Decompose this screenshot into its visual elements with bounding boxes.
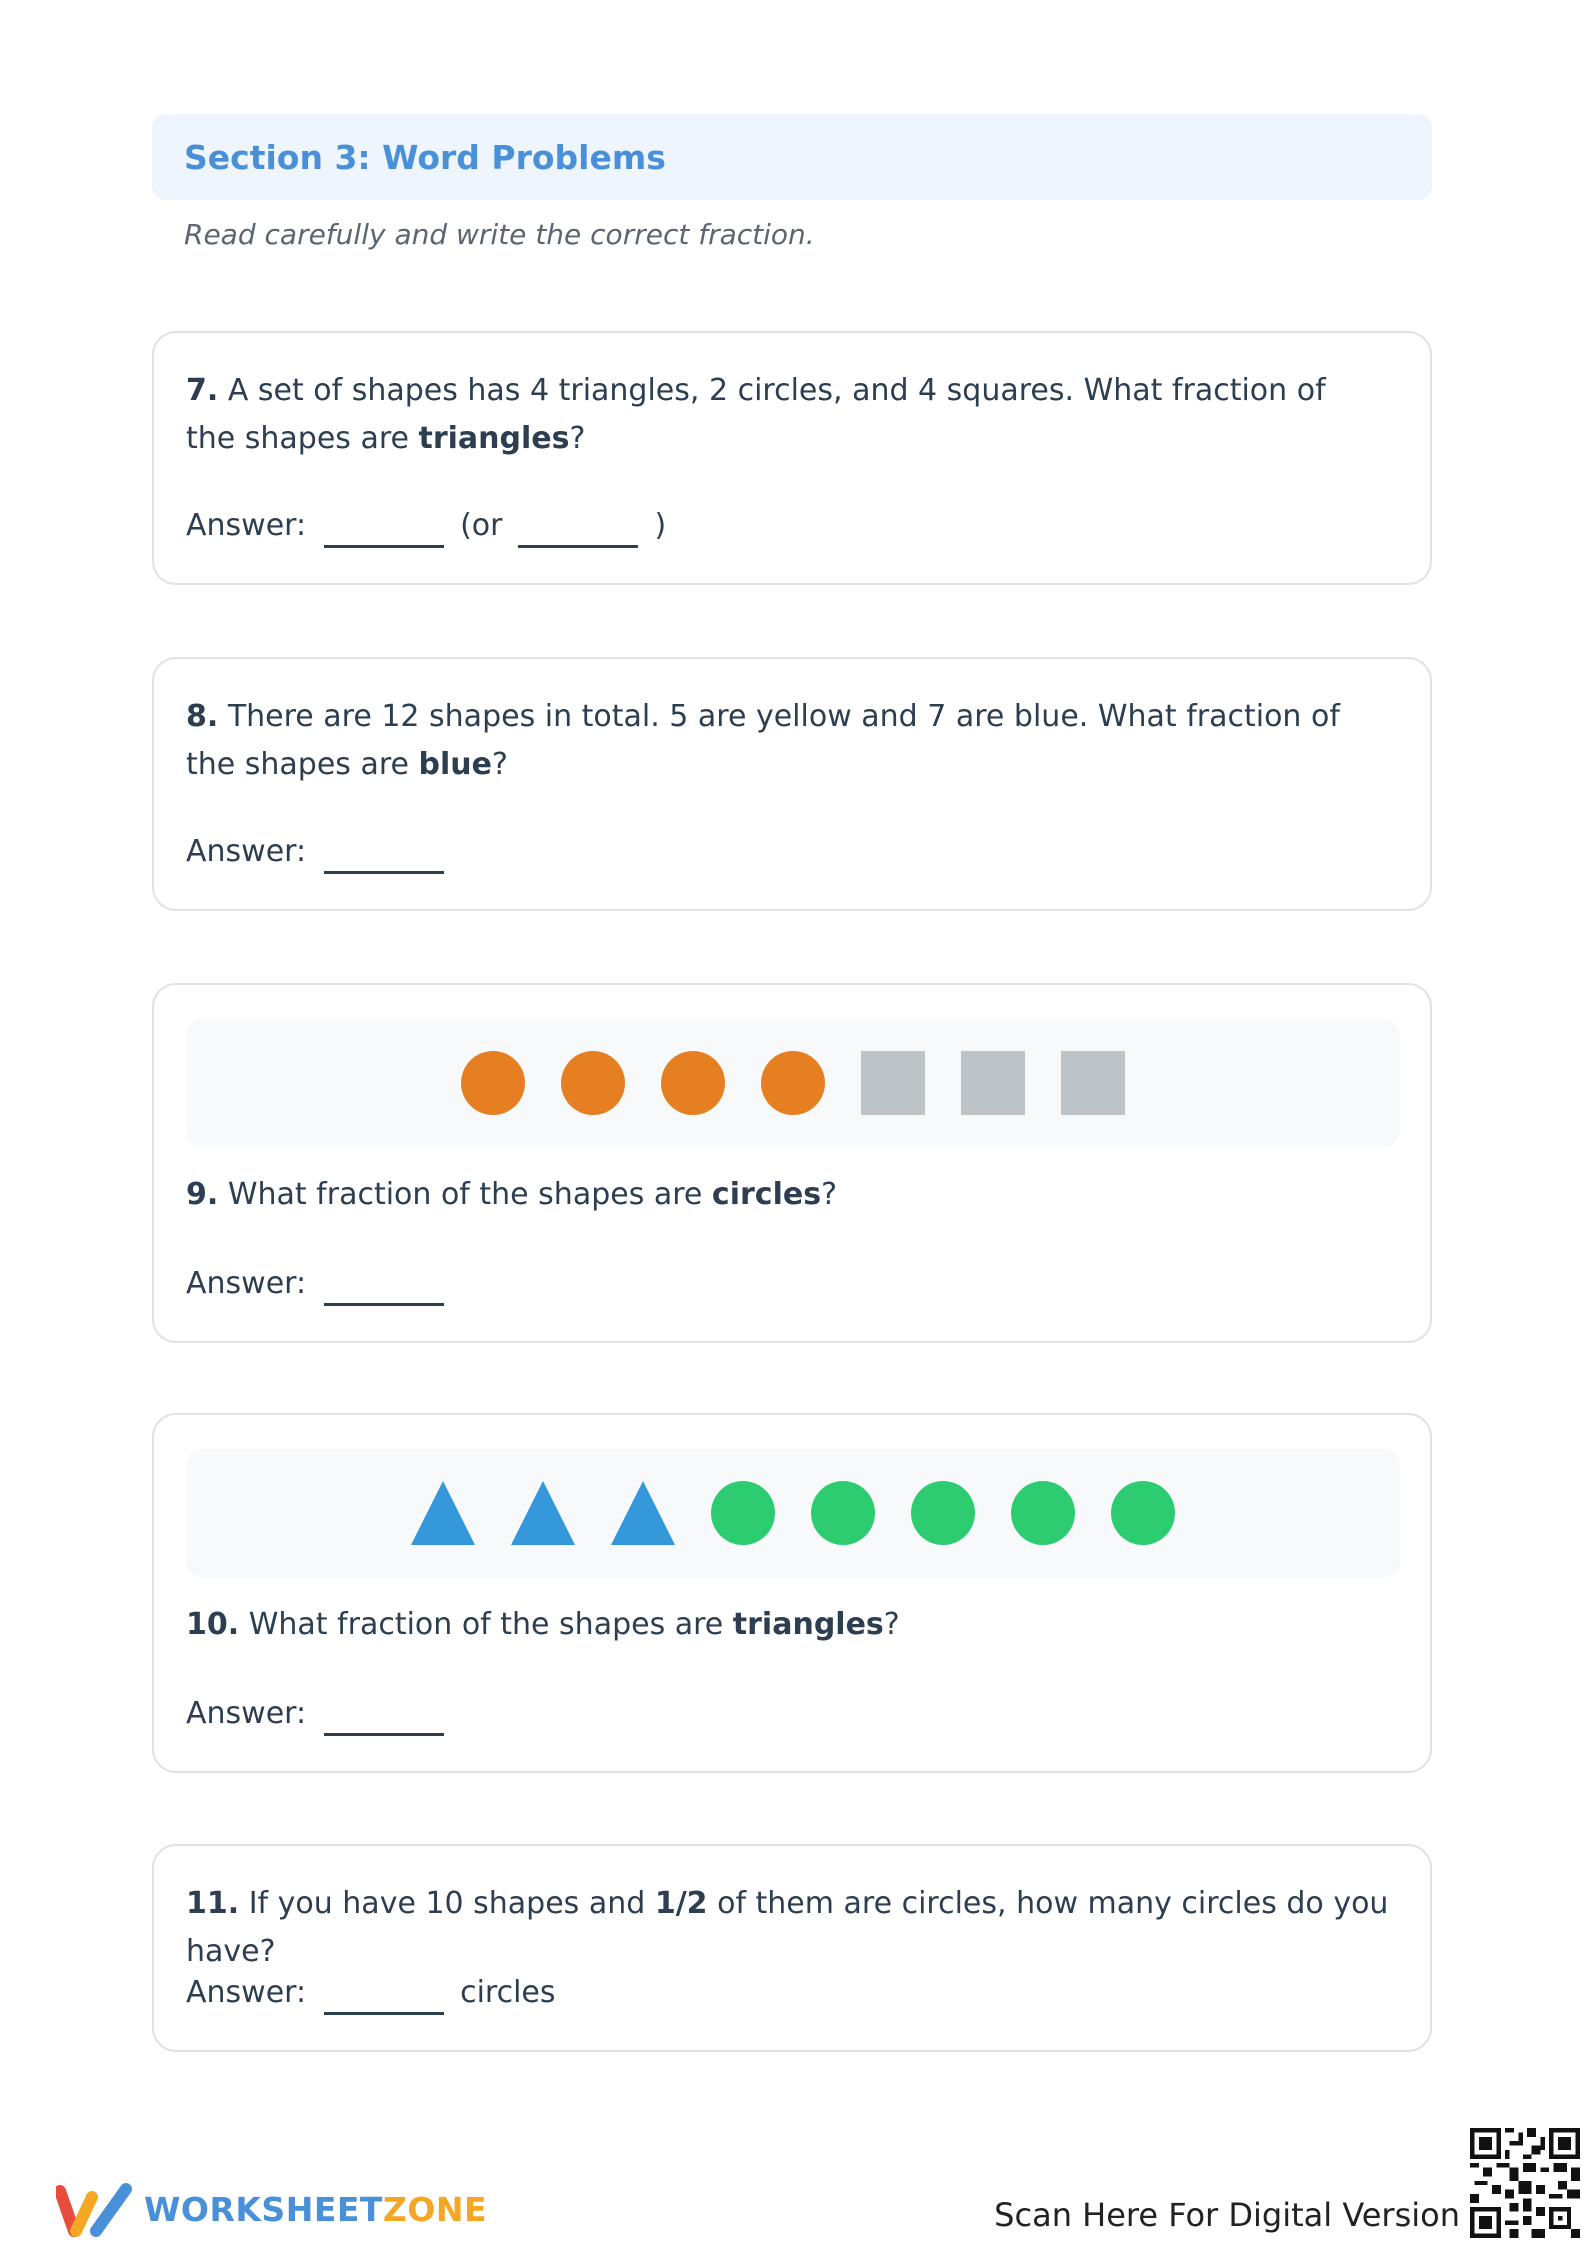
section-instructions: Read carefully and write the correct fraction. [184,218,815,251]
shape-slot [611,1481,675,1545]
logo-text-worksheet: WORKSHEET [144,2189,383,2229]
question-card-11 [152,1844,1432,2052]
question-text [186,1171,1370,1219]
question-number: 9. [186,1177,219,1212]
question-emphasis: triangles [418,421,570,456]
question-body: What fraction of the shapes are [218,1177,712,1212]
shape-slot [561,1051,625,1115]
circle-shape [811,1481,875,1545]
triangle-shape [411,1481,475,1545]
scan-caption: Scan Here For Digital Version [994,2196,1460,2234]
shape-strip [186,1449,1400,1577]
circle-shape [1011,1481,1075,1545]
question-text [186,1880,1410,1976]
shape-slot [461,1051,525,1115]
alternate-close-label: ) [654,507,667,543]
question-text [186,1601,1370,1649]
answer-row [186,1689,444,1737]
answer-blank[interactable] [324,829,444,874]
circle-shape [761,1051,825,1115]
question-card-9 [152,983,1432,1343]
answer-row [186,1259,444,1307]
answer-label: Answer: [186,507,307,543]
answer-blank[interactable] [324,503,444,548]
section-header [152,114,1432,200]
question-number: 8. [186,699,219,734]
answer-blank[interactable] [324,1261,444,1306]
logo-text-zone: ZONE [382,2189,488,2229]
question-end: ? [883,1607,900,1642]
question-emphasis: circles [711,1177,822,1212]
answer-label: Answer: [186,1695,307,1731]
shape-slot [1011,1481,1075,1545]
answer-blank[interactable] [324,1691,444,1736]
answer-label: Answer: [186,1974,307,2010]
question-body: A set of shapes has 4 triangles, 2 circles, and 4 squares. What fraction of the shapes are [186,373,1326,456]
question-card-7 [152,331,1432,585]
answer-row [186,501,666,549]
question-emphasis: triangles [732,1607,884,1642]
triangle-shape [511,1481,575,1545]
question-text [186,693,1370,789]
circle-shape [461,1051,525,1115]
answer-row [186,1968,556,2016]
circle-shape [711,1481,775,1545]
question-end: of them are circles, how many circles do you have? [186,1886,1389,1969]
circle-shape [561,1051,625,1115]
shape-slot [1111,1481,1175,1545]
circle-shape [1111,1481,1175,1545]
logo-text [144,2190,487,2229]
square-shape [861,1051,925,1115]
question-card-8 [152,657,1432,911]
shape-slot [911,1481,975,1545]
answer-label: Answer: [186,833,307,869]
shape-slot [861,1051,925,1115]
question-text [186,367,1370,463]
circle-shape [661,1051,725,1115]
question-end: ? [491,747,508,782]
shape-slot [711,1481,775,1545]
worksheetzone-logo[interactable] [56,2181,487,2237]
answer-label: Answer: [186,1265,307,1301]
question-body: There are 12 shapes in total. 5 are yellow and 7 are blue. What fraction of the shapes are [186,699,1340,782]
answer-blank[interactable] [324,1970,444,2015]
question-emphasis: 1/2 [654,1886,708,1921]
shape-slot [761,1051,825,1115]
alternate-open-label: (or [460,507,503,543]
question-body: If you have 10 shapes and [239,1886,655,1921]
triangle-shape [611,1481,675,1545]
shape-slot [1061,1051,1125,1115]
answer-suffix: circles [460,1974,556,2010]
question-card-10 [152,1413,1432,1773]
shape-slot [661,1051,725,1115]
shape-slot [811,1481,875,1545]
shape-slot [961,1051,1025,1115]
square-shape [961,1051,1025,1115]
circle-shape [911,1481,975,1545]
logo-w-icon [56,2181,132,2237]
shape-strip [186,1019,1400,1147]
question-end: ? [821,1177,837,1212]
shape-slot [411,1481,475,1545]
answer-row [186,827,444,875]
qr-code-icon[interactable] [1470,2128,1580,2238]
question-number: 11. [186,1886,240,1921]
question-end: ? [569,421,586,456]
question-number: 7. [186,373,219,408]
question-number: 10. [186,1607,240,1642]
alternate-answer-blank[interactable] [518,503,638,548]
square-shape [1061,1051,1125,1115]
question-body: What fraction of the shapes are [239,1607,733,1642]
section-title: Section 3: Word Problems [184,137,666,177]
shape-slot [511,1481,575,1545]
question-emphasis: blue [418,747,492,782]
